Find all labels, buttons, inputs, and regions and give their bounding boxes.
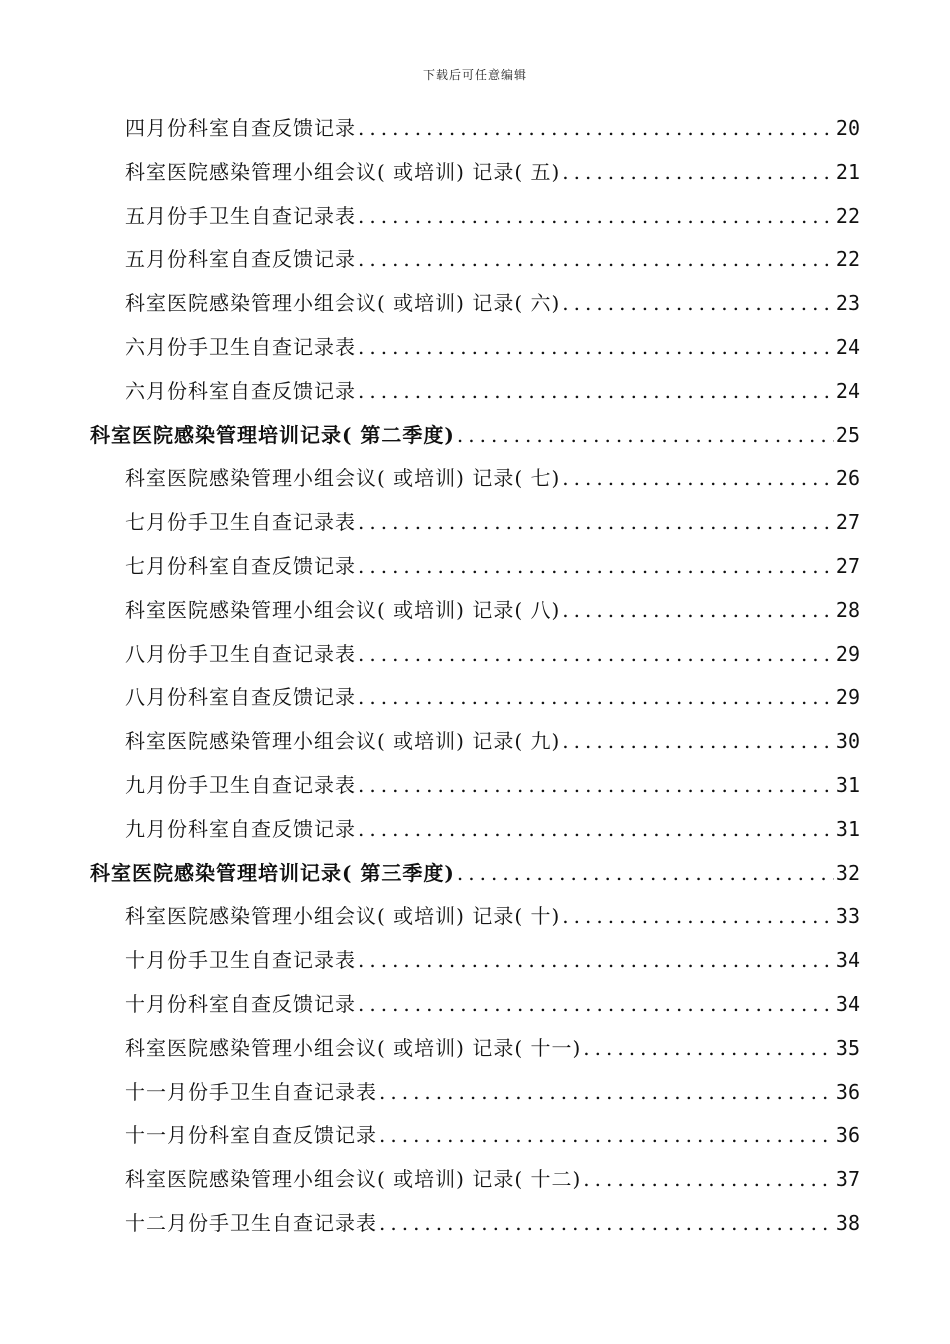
toc-entry-title: 十月份手卫生自查记录表 bbox=[125, 948, 356, 973]
toc-page-number: 21 bbox=[835, 159, 860, 184]
toc-entry-title: 八月份科室自查反馈记录 bbox=[125, 685, 356, 710]
toc-section-heading[interactable] bbox=[90, 413, 860, 457]
toc-page-number: 32 bbox=[835, 860, 860, 885]
toc-entry-title: 科室医院感染管理小组会议( 或培训) 记录( 五) bbox=[125, 159, 561, 184]
page-header: 下载后可任意编辑 bbox=[422, 68, 527, 82]
toc-dot-leader bbox=[358, 544, 834, 588]
toc-entry[interactable] bbox=[125, 544, 860, 588]
toc-dot-leader bbox=[379, 1113, 834, 1157]
toc-page-number: 36 bbox=[835, 1123, 860, 1148]
toc-dot-leader bbox=[562, 150, 834, 194]
toc-dot-leader bbox=[583, 1026, 834, 1070]
toc-dot-leader bbox=[358, 500, 834, 544]
toc-entry-title: 科室医院感染管理小组会议( 或培训) 记录( 十二) bbox=[125, 1167, 582, 1192]
toc-dot-leader bbox=[379, 1070, 834, 1114]
toc-entry-title: 四月份科室自查反馈记录 bbox=[125, 116, 356, 140]
toc-entry[interactable] bbox=[125, 588, 860, 632]
toc-page-number: 29 bbox=[835, 641, 860, 666]
toc-dot-leader bbox=[562, 588, 834, 632]
toc-entry-title: 十一月份科室自查反馈记录 bbox=[125, 1123, 377, 1148]
toc-entry[interactable] bbox=[125, 675, 860, 719]
toc-entry[interactable] bbox=[125, 150, 860, 194]
toc-page-number: 31 bbox=[835, 816, 860, 841]
toc-page-number: 36 bbox=[835, 1079, 860, 1104]
toc-page-number: 29 bbox=[835, 685, 860, 710]
toc-entry-title: 科室医院感染管理培训记录( 第三季度) bbox=[90, 860, 455, 885]
toc-dot-leader bbox=[358, 763, 834, 807]
toc-entry-title: 十月份科室自查反馈记录 bbox=[125, 992, 356, 1016]
toc-entry[interactable] bbox=[125, 456, 860, 500]
toc-page-number: 22 bbox=[835, 203, 860, 228]
toc-entry-title: 十二月份手卫生自查记录表 bbox=[125, 1211, 377, 1235]
toc-dot-leader bbox=[457, 413, 834, 457]
toc-entry[interactable] bbox=[125, 632, 860, 676]
toc-page-number: 23 bbox=[835, 291, 860, 316]
toc-entry[interactable] bbox=[125, 982, 860, 1026]
toc-entry[interactable] bbox=[125, 938, 860, 982]
toc-entry-title: 科室医院感染管理培训记录( 第二季度) bbox=[90, 422, 455, 447]
toc-entry-title: 七月份科室自查反馈记录 bbox=[125, 554, 356, 578]
toc-entry-title: 五月份科室自查反馈记录 bbox=[125, 247, 356, 272]
toc-dot-leader bbox=[358, 369, 834, 413]
toc-dot-leader bbox=[562, 719, 834, 763]
toc-entry-title: 科室医院感染管理小组会议( 或培训) 记录( 十) bbox=[125, 904, 561, 929]
toc-page-number: 31 bbox=[835, 773, 860, 797]
toc-entry-title: 科室医院感染管理小组会议( 或培训) 记录( 八) bbox=[125, 597, 561, 622]
toc-entry-title: 七月份手卫生自查记录表 bbox=[125, 510, 356, 535]
toc-page-number: 20 bbox=[835, 116, 860, 140]
toc-entry[interactable] bbox=[125, 1201, 860, 1245]
toc-dot-leader bbox=[358, 938, 834, 982]
toc-entry[interactable] bbox=[125, 237, 860, 281]
toc-page-number: 28 bbox=[835, 597, 860, 622]
toc-dot-leader bbox=[358, 325, 834, 369]
toc-dot-leader bbox=[358, 632, 834, 676]
toc-entry[interactable] bbox=[125, 1070, 860, 1114]
toc-dot-leader bbox=[562, 281, 834, 325]
toc-entry-title: 十一月份手卫生自查记录表 bbox=[125, 1079, 377, 1104]
toc-page-number: 24 bbox=[835, 378, 860, 403]
toc-dot-leader bbox=[457, 851, 834, 895]
toc-entry[interactable] bbox=[125, 194, 860, 238]
toc-entry[interactable] bbox=[125, 1157, 860, 1201]
toc-entry-title: 六月份手卫生自查记录表 bbox=[125, 335, 356, 359]
toc-entry[interactable] bbox=[125, 894, 860, 938]
toc-entry[interactable] bbox=[125, 281, 860, 325]
toc-entry[interactable] bbox=[125, 763, 860, 807]
toc-dot-leader bbox=[583, 1157, 834, 1201]
toc-page-number: 25 bbox=[835, 422, 860, 447]
toc-page-number: 37 bbox=[835, 1167, 860, 1192]
toc-section-heading[interactable] bbox=[90, 851, 860, 895]
toc-page-number: 33 bbox=[835, 904, 860, 929]
toc-dot-leader bbox=[562, 456, 834, 500]
toc-entry-title: 科室医院感染管理小组会议( 或培训) 记录( 十一) bbox=[125, 1035, 582, 1060]
toc-dot-leader bbox=[358, 807, 834, 851]
toc-dot-leader bbox=[358, 237, 834, 281]
toc-page-number: 27 bbox=[835, 510, 860, 535]
toc-page-number: 35 bbox=[835, 1035, 860, 1060]
toc-dot-leader bbox=[358, 982, 834, 1026]
toc-dot-leader bbox=[358, 194, 834, 238]
toc-page-number: 34 bbox=[835, 948, 860, 973]
toc-entry-title: 科室医院感染管理小组会议( 或培训) 记录( 七) bbox=[125, 466, 561, 491]
toc-entry-title: 科室医院感染管理小组会议( 或培训) 记录( 九) bbox=[125, 729, 561, 754]
toc-entry[interactable] bbox=[125, 369, 860, 413]
toc-dot-leader bbox=[379, 1201, 834, 1245]
toc-entry[interactable] bbox=[125, 325, 860, 369]
toc-entry-title: 八月份手卫生自查记录表 bbox=[125, 641, 356, 666]
toc-entry-title: 九月份手卫生自查记录表 bbox=[125, 773, 356, 797]
toc-page-number: 38 bbox=[835, 1211, 860, 1235]
toc-entry[interactable] bbox=[125, 1026, 860, 1070]
toc-entry-title: 九月份科室自查反馈记录 bbox=[125, 816, 356, 841]
toc-entry[interactable] bbox=[125, 500, 860, 544]
toc-entry-title: 五月份手卫生自查记录表 bbox=[125, 203, 356, 228]
toc-entry[interactable] bbox=[125, 1113, 860, 1157]
toc-entry[interactable] bbox=[125, 719, 860, 763]
toc-page-number: 27 bbox=[835, 554, 860, 578]
toc-dot-leader bbox=[358, 675, 834, 719]
toc-page-number: 34 bbox=[835, 992, 860, 1016]
toc-entry[interactable] bbox=[125, 807, 860, 851]
toc-entry[interactable] bbox=[125, 106, 860, 150]
toc-page-number: 30 bbox=[835, 729, 860, 754]
toc-page-number: 24 bbox=[835, 335, 860, 359]
toc-dot-leader bbox=[562, 894, 834, 938]
toc-entry-title: 科室医院感染管理小组会议( 或培训) 记录( 六) bbox=[125, 291, 561, 316]
toc-page-number: 26 bbox=[835, 466, 860, 491]
toc-entry-title: 六月份科室自查反馈记录 bbox=[125, 378, 356, 403]
toc-dot-leader bbox=[358, 106, 834, 150]
toc-page-number: 22 bbox=[835, 247, 860, 272]
